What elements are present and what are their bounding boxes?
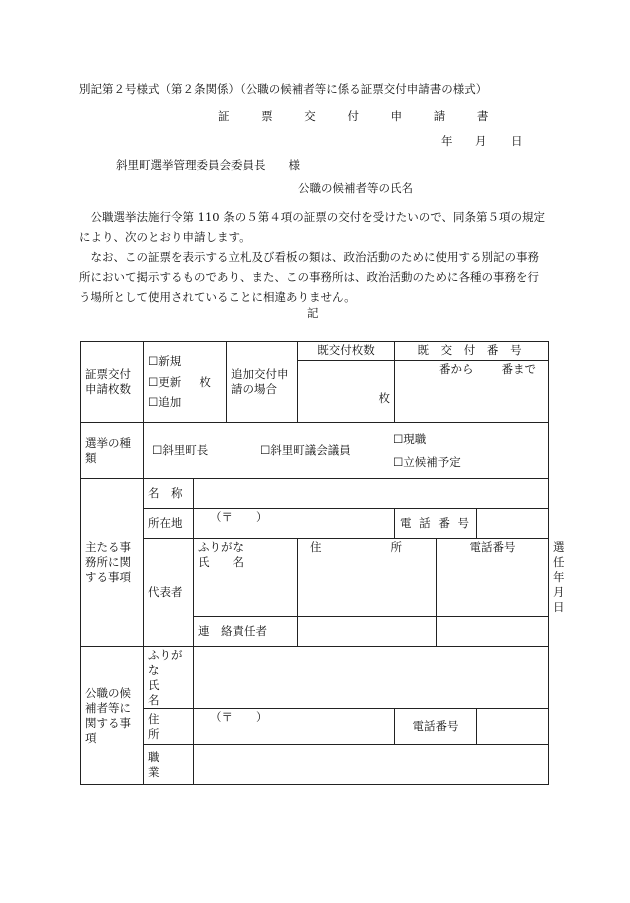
form-id: 別記第２号様式（第２条関係）（公職の候補者等に係る証票交付申請書の様式） xyxy=(79,82,488,96)
occupation-label: 職 業 xyxy=(144,745,194,785)
date-month: 月 xyxy=(475,134,487,148)
issued-count-header: 既交付枚数 xyxy=(298,342,395,361)
election-type-label: 選挙の種類 xyxy=(81,423,144,479)
date-day: 日 xyxy=(511,134,523,148)
checkbox-planned[interactable]: ☐立候補予定 xyxy=(393,454,461,469)
application-table: 証票交付申請枚数 ☐新規 ☐更新 枚 ☐追加 追加交付申請の場合 既交付枚数 既 交 付 番 号 枚 番から 番まで 選挙の種類 ☐斜里町長 ☐斜里町議会議員 ☐現職 ☐立候補予定 主たる事務所に関する事項 名 称 所在地 （〒 ） 電 話 番 号 代表者 ふりがな 氏 名 住 所 電話番号 選任年月日 連 絡責任者 公職の候補者等に関する事項 ふりがな 氏 名 住 所 （〒 ） 電話番号 職 業 xyxy=(80,341,549,785)
candidate-name-label: ふりがな 氏 名 xyxy=(144,646,194,709)
office-name-field[interactable] xyxy=(194,479,549,509)
contact-address-field[interactable] xyxy=(298,616,437,646)
applicant-label: 公職の候補者等の氏名 xyxy=(298,181,413,195)
apply-type-cell xyxy=(144,342,227,423)
candidate-address-field[interactable]: （〒 ） xyxy=(194,709,395,745)
apply-count-label: 証票交付申請枚数 xyxy=(81,342,144,423)
rep-name-header: ふりがな 氏 名 xyxy=(194,539,298,617)
issued-count-value[interactable]: 枚 xyxy=(298,360,395,422)
issued-number-header: 既 交 付 番 号 xyxy=(395,342,549,361)
page-title: 証 票 交 付 申 請 書 xyxy=(218,109,503,123)
candidate-phone-label: 電話番号 xyxy=(395,709,477,745)
office-phone-label: 電 話 番 号 xyxy=(395,509,477,539)
checkbox-new[interactable]: ☐新規 xyxy=(148,353,182,368)
candidate-name-field[interactable] xyxy=(194,646,549,709)
unit-mai: 枚 xyxy=(199,374,211,389)
office-phone-field[interactable] xyxy=(477,509,549,539)
ki-label: 記 xyxy=(307,306,319,320)
checkbox-incumbent[interactable]: ☐現職 xyxy=(393,431,427,446)
checkbox-add[interactable]: ☐追加 xyxy=(148,395,182,410)
checkbox-renew[interactable]: ☐更新 xyxy=(148,374,182,389)
rep-address-header: 住 所 xyxy=(298,539,437,617)
issued-number-value[interactable]: 番から 番まで xyxy=(395,360,549,422)
paragraph-1: 公職選挙法施行令第 110 条の５第４項の証票の交付を受けたいので、同条第５項の規定により、次のとおり申請します。 xyxy=(79,210,546,244)
checkbox-council[interactable]: ☐斜里町議会議員 xyxy=(260,443,351,458)
contact-person-label: 連 絡責任者 xyxy=(194,616,298,646)
election-type-cell xyxy=(144,423,549,479)
rep-phone-header: 電話番号 xyxy=(437,539,549,617)
office-name-label: 名 称 xyxy=(144,479,194,509)
candidate-label: 公職の候補者等に関する事項 xyxy=(81,646,144,785)
candidate-address-label: 住 所 xyxy=(144,709,194,745)
paragraph-2: なお、この証票を表示する立札及び看板の類は、政治活動のために使用する別記の事務所において掲示するものであり、また、この事務所は、政治活動のために各種の事務を行う場所として使用されていることに相違ありません。 xyxy=(79,250,539,304)
occupation-field[interactable] xyxy=(194,745,549,785)
representative-label: 代表者 xyxy=(144,539,194,647)
contact-phone-field[interactable] xyxy=(437,616,549,646)
office-label: 主たる事務所に関する事項 xyxy=(81,479,144,647)
office-location-field[interactable]: （〒 ） xyxy=(194,509,395,539)
office-location-label: 所在地 xyxy=(144,509,194,539)
add-label: 追加交付申請の場合 xyxy=(227,342,298,423)
date-year: 年 xyxy=(441,134,453,148)
candidate-phone-field[interactable] xyxy=(477,709,549,745)
addressee: 斜里町選挙管理委員会委員長 様 xyxy=(116,158,300,172)
checkbox-mayor[interactable]: ☐斜里町長 xyxy=(152,443,209,458)
